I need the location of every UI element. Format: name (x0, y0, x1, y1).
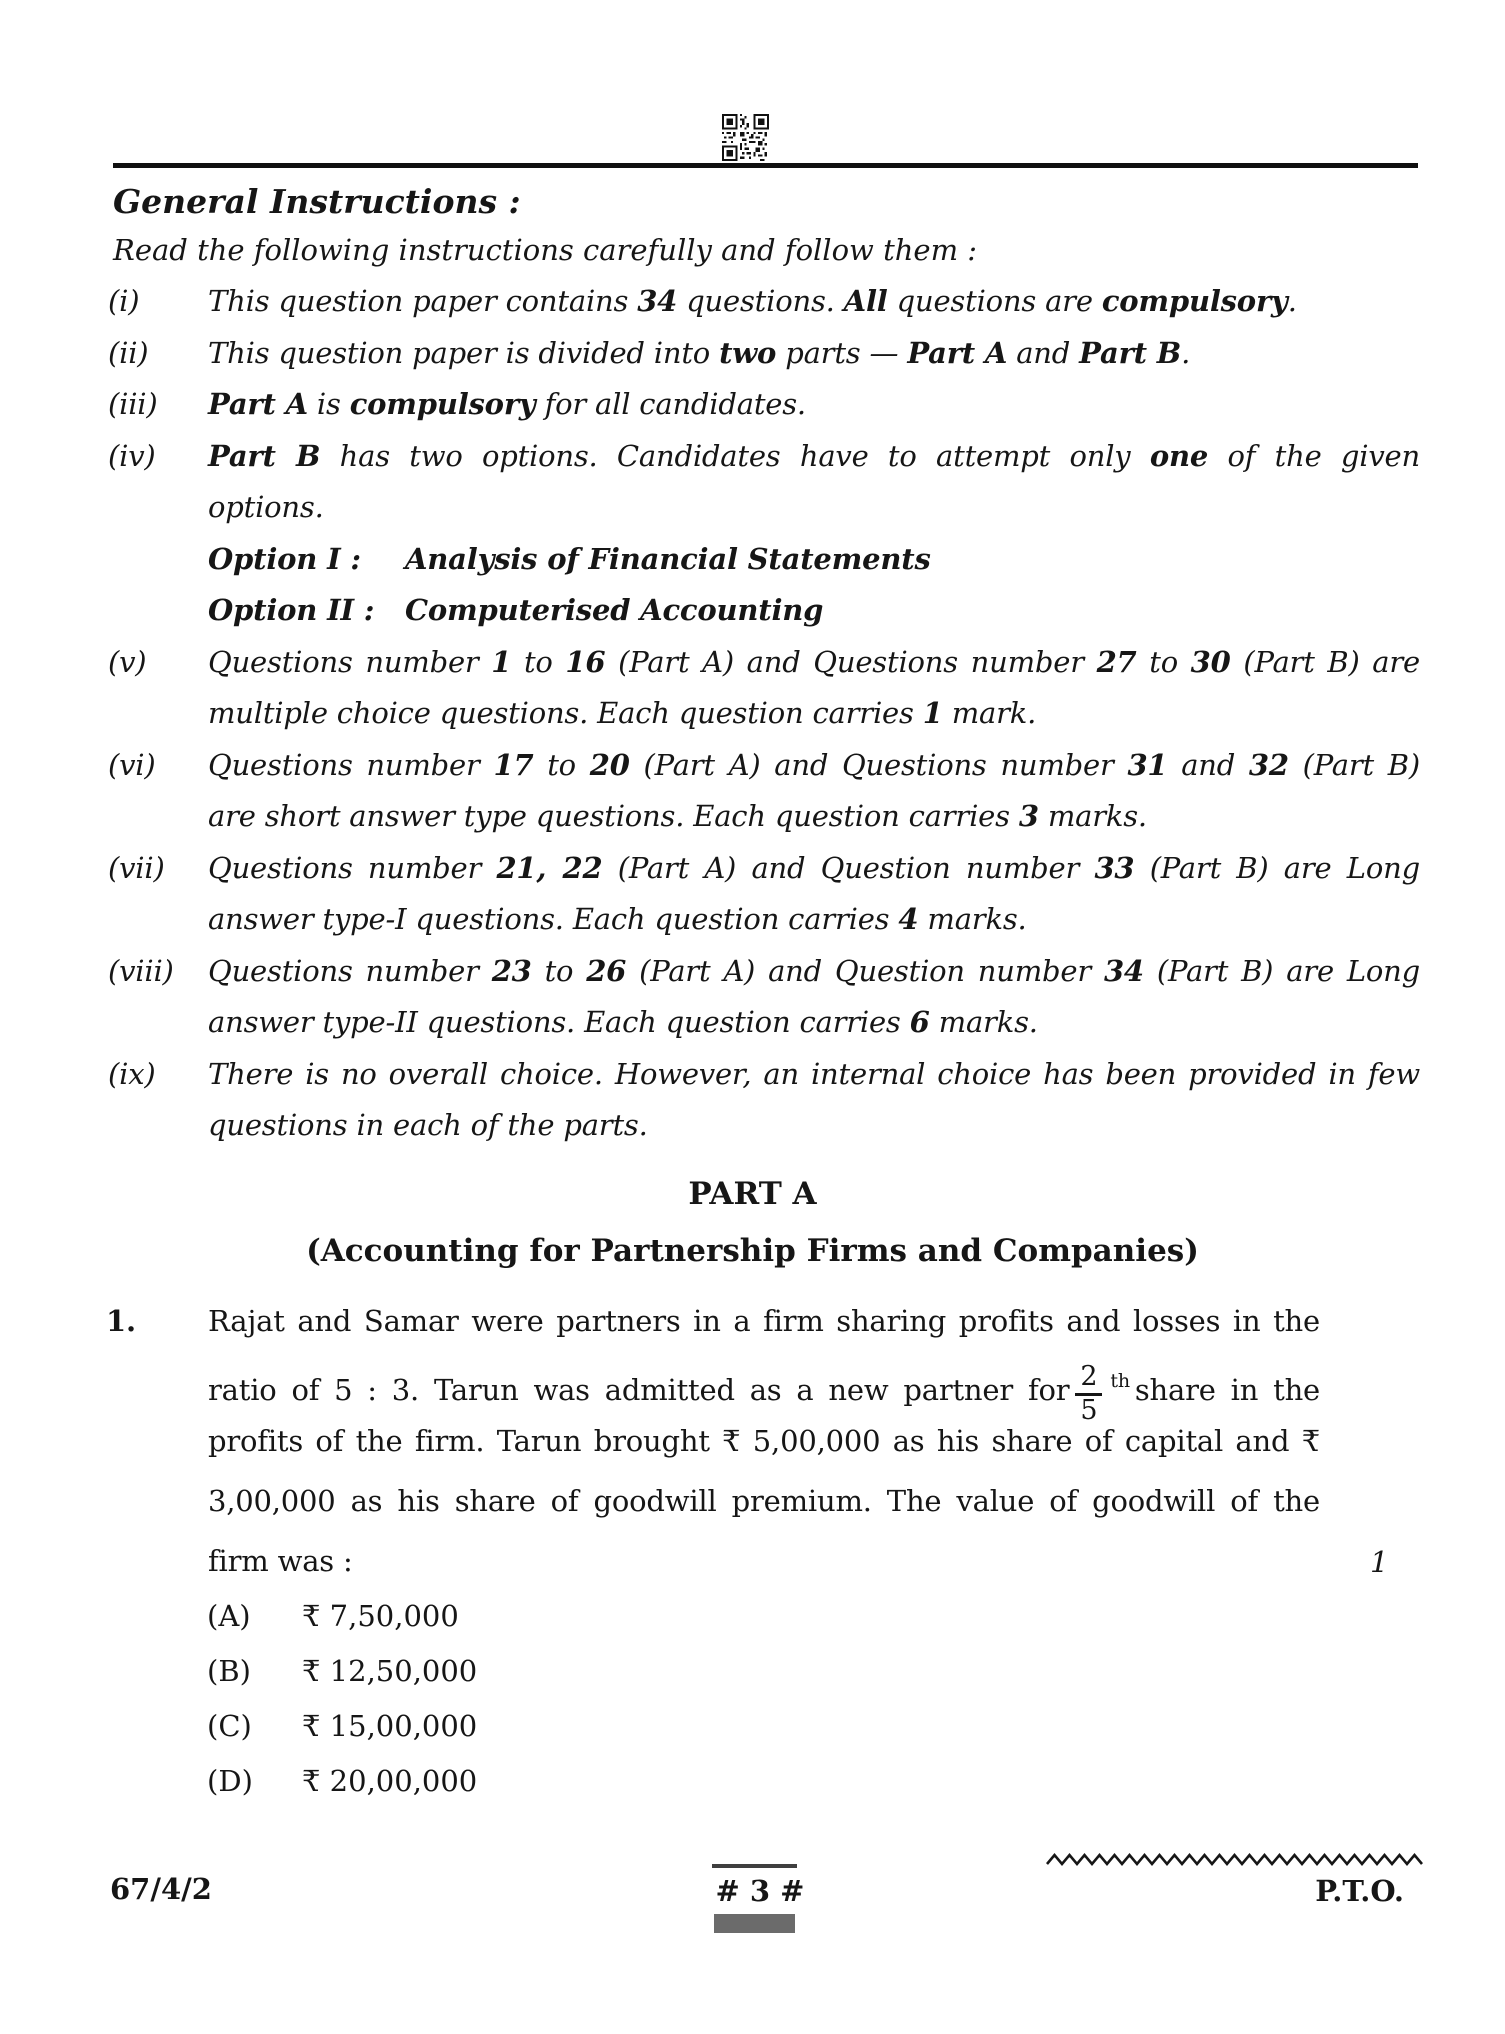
text-segment: (Part A) and Questions number (605, 644, 1097, 679)
instruction-item-body (208, 431, 1420, 637)
option-value: ₹ 20,00,000 (302, 1764, 478, 1798)
text-segment: 34 (1103, 953, 1144, 988)
instruction-line (208, 1100, 1420, 1152)
text-segment: answer type-I questions. Each question carries (208, 902, 899, 936)
instruction-item-label: (vii) (108, 850, 165, 885)
text-segment: options. (208, 490, 324, 524)
instruction-item (108, 276, 1420, 328)
instruction-line (208, 637, 1420, 689)
text-segment: 27 (1096, 644, 1137, 679)
text-segment: for all candidates. (535, 387, 806, 421)
fraction-denominator: 5 (1075, 1393, 1102, 1426)
text-segment: Part B (1079, 335, 1182, 370)
text-segment: There is no overall choice. However, an internal choice has been provided in few (208, 1056, 1420, 1091)
text-segment: answer type-II questions. Each question carries (208, 1005, 910, 1039)
option-heading-label: Option I : (208, 541, 361, 576)
text-segment: has two options. Candidates have to attempt only (320, 438, 1150, 473)
option-label: (C) (207, 1709, 252, 1743)
text-segment: to (533, 747, 590, 782)
option-value: ₹ 15,00,000 (302, 1709, 478, 1743)
text-segment: 30 (1190, 644, 1231, 679)
fraction-numerator: 2 (1080, 1361, 1098, 1393)
instruction-item-label: (vi) (108, 747, 156, 782)
page-number-marker: # 3 # (715, 1874, 805, 1908)
question-line (208, 1531, 1320, 1591)
text-segment: to (1136, 644, 1191, 679)
instruction-line (208, 740, 1420, 792)
text-segment: to (511, 644, 566, 679)
text-segment: . (1287, 284, 1297, 318)
text-segment: profits of the firm. Tarun brought ₹ 5,00,000 as his share of capital and ₹ (208, 1424, 1320, 1458)
question-1-body (208, 1291, 1320, 1591)
text-segment: 34 (637, 284, 678, 318)
text-segment: 17 (493, 747, 534, 782)
text-segment: marks. (929, 1005, 1038, 1039)
question-number: 1. (106, 1304, 136, 1338)
text-segment: parts — (776, 335, 908, 370)
text-segment: compulsory (349, 387, 536, 421)
text-segment: (Part B) (1288, 747, 1421, 782)
pto-label: P.T.O. (1315, 1874, 1404, 1908)
instruction-item-label: (ix) (108, 1056, 156, 1091)
instruction-item-body (208, 379, 1420, 431)
instructions-list (108, 276, 1420, 1152)
qr-code (722, 113, 769, 162)
part-a-subtitle: (Accounting for Partnership Firms and Companies) (306, 1233, 1199, 1269)
instruction-item (108, 1049, 1420, 1152)
question-1 (106, 1291, 1320, 1591)
option-heading-label: Option II : (208, 593, 375, 627)
general-instructions-heading: General Instructions : (113, 182, 521, 221)
text-segment: Part A (907, 335, 1008, 370)
option-heading-text: Analysis of Financial Statements (405, 541, 931, 576)
text-segment: 20 (589, 747, 630, 782)
instruction-line (208, 894, 1420, 946)
instruction-line (208, 328, 1420, 380)
fraction (1075, 1361, 1102, 1426)
instruction-item-label: (iv) (108, 438, 156, 473)
option-row (207, 1754, 477, 1809)
option-row (207, 1644, 477, 1699)
instruction-line (208, 791, 1420, 843)
text-segment: 23 (491, 953, 532, 988)
text-segment: marks. (918, 902, 1027, 936)
text-segment: Questions number (208, 953, 492, 988)
text-segment: 1 (922, 696, 943, 730)
superscript: th (1110, 1370, 1130, 1392)
instruction-item-body (208, 740, 1420, 843)
instruction-item (108, 946, 1420, 1049)
text-segment: 21, 22 (496, 850, 603, 885)
question-line (208, 1291, 1320, 1351)
instruction-line (208, 997, 1420, 1049)
instruction-line (208, 946, 1420, 998)
text-segment: ratio of 5 : 3. Tarun was admitted as a new partner for (208, 1373, 1070, 1407)
footer-center-rule (712, 1864, 797, 1868)
instruction-item-label: (ii) (108, 335, 149, 370)
text-segment: 4 (898, 902, 919, 936)
question-line (208, 1351, 1321, 1426)
option-label: (D) (207, 1764, 253, 1798)
text-segment: is (307, 387, 350, 421)
instruction-line (208, 482, 1420, 534)
text-segment: and (1167, 747, 1249, 782)
text-segment: 6 (909, 1005, 930, 1039)
instruction-item-label: (viii) (108, 953, 174, 988)
text-segment: 3 (1018, 799, 1039, 833)
instruction-item (108, 431, 1420, 637)
text-segment: multiple choice questions. Each question carries (208, 696, 923, 730)
text-segment: 16 (565, 644, 606, 679)
text-segment: (Part B) are (1230, 644, 1421, 679)
instruction-line (208, 431, 1420, 483)
text-segment: 32 (1248, 747, 1289, 782)
instruction-item-body (208, 946, 1420, 1049)
marks-value: 1 (1370, 1545, 1389, 1579)
instruction-item (108, 637, 1420, 740)
instruction-item-body (208, 1049, 1420, 1152)
text-segment: mark. (942, 696, 1037, 730)
text-segment: Part A (208, 387, 308, 421)
text-segment: Questions number (208, 644, 492, 679)
text-segment: (Part A) and Question number (602, 850, 1095, 885)
text-segment: (Part A) and Questions number (629, 747, 1128, 782)
text-segment: This question paper contains (208, 284, 638, 318)
instruction-line (208, 585, 1420, 637)
text-segment: Questions number (208, 747, 494, 782)
text-segment: one (1149, 438, 1209, 473)
instruction-item-label: (v) (108, 644, 147, 679)
text-segment: 33 (1094, 850, 1135, 885)
option-row (207, 1699, 477, 1754)
question-1-options (207, 1589, 477, 1809)
instruction-item-body (208, 276, 1420, 328)
text-segment: compulsory (1101, 284, 1288, 318)
text-segment: two (719, 335, 777, 370)
text-segment: Rajat and Samar were partners in a firm sharing profits and losses in the (208, 1304, 1320, 1338)
instruction-line (208, 379, 1420, 431)
text-segment: (Part B) are Long (1143, 953, 1420, 988)
text-segment: Questions number (208, 850, 497, 885)
text-segment: are short answer type questions. Each question carries (208, 799, 1019, 833)
top-rule (113, 163, 1418, 168)
text-segment: to (531, 953, 587, 988)
footer-paper-code: 67/4/2 (110, 1872, 212, 1906)
text-segment: All (843, 284, 888, 318)
instruction-item-body (208, 843, 1420, 946)
zigzag-line (1046, 1850, 1424, 1870)
question-line (208, 1471, 1320, 1531)
option-label: (B) (207, 1654, 251, 1688)
option-value: ₹ 12,50,000 (302, 1654, 478, 1688)
instruction-item (108, 379, 1420, 431)
text-segment: (Part A) and Question number (626, 953, 1104, 988)
text-segment: questions are (887, 284, 1102, 318)
text-segment: questions in each of the parts. (208, 1108, 648, 1142)
instruction-item-label: (iii) (108, 387, 158, 421)
instruction-item (108, 843, 1420, 946)
text-segment: 3,00,000 as his share of goodwill premium. The value of goodwill of the (208, 1484, 1320, 1518)
text-segment: firm was : (208, 1544, 353, 1578)
text-segment: 31 (1127, 747, 1168, 782)
text-segment: 1 (491, 644, 512, 679)
option-heading-text: Computerised Accounting (405, 593, 824, 627)
text-segment: Part B (208, 438, 321, 473)
option-row (207, 1589, 477, 1644)
text-segment: This question paper is divided into (208, 335, 720, 370)
text-segment: marks. (1038, 799, 1147, 833)
instruction-line (208, 843, 1420, 895)
instruction-item-body (208, 637, 1420, 740)
text-segment: of the given (1208, 438, 1420, 473)
instruction-line (208, 1049, 1420, 1101)
instruction-line (208, 688, 1420, 740)
instruction-line (208, 276, 1420, 328)
footer-gray-block (714, 1914, 795, 1933)
part-a-heading: PART A (688, 1176, 817, 1212)
text-segment: questions. (677, 284, 844, 318)
instruction-item-body (208, 328, 1420, 380)
instructions-intro: Read the following instructions carefully and follow them : (113, 233, 978, 267)
question-line (208, 1411, 1320, 1471)
instruction-item (108, 328, 1420, 380)
instruction-item (108, 740, 1420, 843)
instruction-line (208, 534, 1420, 586)
option-label: (A) (207, 1599, 251, 1633)
instruction-item-label: (i) (108, 284, 140, 318)
option-value: ₹ 7,50,000 (302, 1599, 459, 1633)
text-segment: (Part B) are Long (1134, 850, 1420, 885)
text-segment: 26 (586, 953, 627, 988)
text-segment: share in the (1134, 1373, 1321, 1407)
text-segment: and (1007, 335, 1080, 370)
text-segment: . (1181, 335, 1191, 370)
